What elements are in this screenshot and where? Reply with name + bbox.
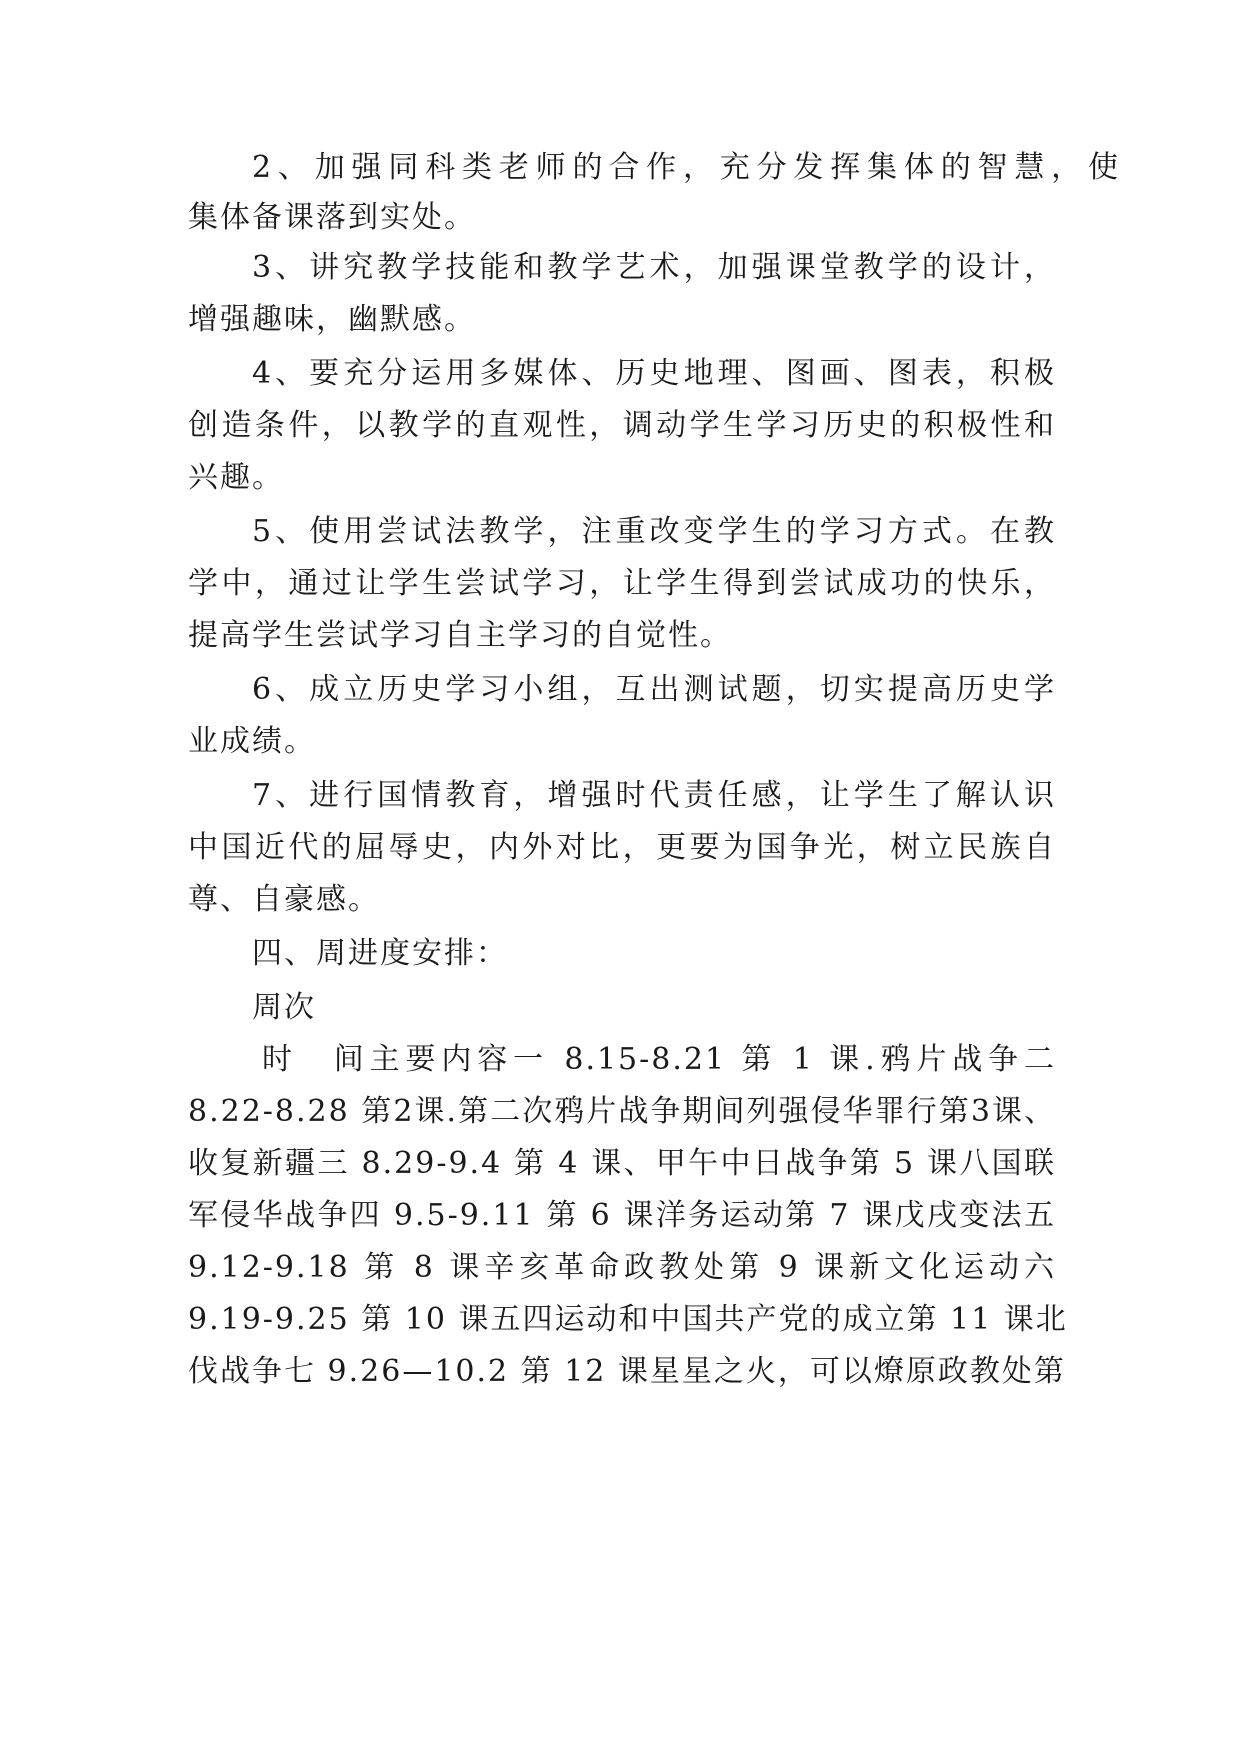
paragraph-7-line-1: 7、进行国情教育，增强时代责任感，让学生了解认识 bbox=[252, 778, 1056, 813]
paragraph-5-line-1: 5、使用尝试法教学，注重改变学生的学习方式。在教 bbox=[252, 514, 1056, 549]
schedule-line-5: 9.12-9.18 第 8 课辛亥革命政教处第 9 课新文化运动六 bbox=[188, 1250, 1056, 1285]
paragraph-4-line-2: 创造条件，以教学的直观性，调动学生学习历史的积极性和 bbox=[188, 408, 1056, 443]
schedule-line-2: 8.22-8.28 第2课.第二次鸦片战争期间列强侵华罪行第3课、 bbox=[188, 1094, 1056, 1129]
paragraph-2-line-2: 集体备课落到实处。 bbox=[188, 200, 476, 235]
paragraph-6-line-2: 业成绩。 bbox=[188, 724, 316, 759]
schedule-line-6: 9.19-9.25 第 10 课五四运动和中国共产党的成立第 11 课北 bbox=[188, 1302, 1068, 1337]
paragraph-2-line-1: 2、加强同科类老师的合作，充分发挥集体的智慧，使 bbox=[252, 150, 1120, 185]
schedule-line-7: 伐战争七 9.26—10.2 第 12 课星星之火，可以燎原政教处第 bbox=[188, 1354, 1066, 1389]
paragraph-6-line-1: 6、成立历史学习小组，互出测试题，切实提高历史学 bbox=[252, 672, 1056, 707]
paragraph-4-line-3: 兴趣。 bbox=[188, 460, 284, 495]
paragraph-5-line-2: 学中，通过让学生尝试学习，让学生得到尝试成功的快乐， bbox=[188, 566, 1056, 601]
table-header-week: 周次 bbox=[252, 990, 316, 1025]
paragraph-3-line-2: 增强趣味，幽默感。 bbox=[188, 302, 476, 337]
paragraph-4-line-1: 4、要充分运用多媒体、历史地理、图画、图表，积极 bbox=[252, 356, 1056, 391]
paragraph-3-line-1: 3、讲究教学技能和教学艺术，加强课堂教学的设计， bbox=[252, 250, 1056, 285]
schedule-line-4: 军侵华战争四 9.5-9.11 第 6 课洋务运动第 7 课戊戌变法五 bbox=[188, 1198, 1056, 1233]
paragraph-5-line-3: 提高学生尝试学习自主学习的自觉性。 bbox=[188, 618, 732, 653]
schedule-line-1: 时 间主要内容一 8.15-8.21 第 1 课.鸦片战争二 bbox=[262, 1042, 1056, 1077]
paragraph-7-line-2: 中国近代的屈辱史，内外对比，更要为国争光，树立民族自 bbox=[188, 830, 1056, 865]
section-heading-4: 四、周进度安排： bbox=[252, 936, 508, 971]
schedule-line-3: 收复新疆三 8.29-9.4 第 4 课、甲午中日战争第 5 课八国联 bbox=[188, 1146, 1056, 1181]
paragraph-7-line-3: 尊、自豪感。 bbox=[188, 882, 380, 917]
